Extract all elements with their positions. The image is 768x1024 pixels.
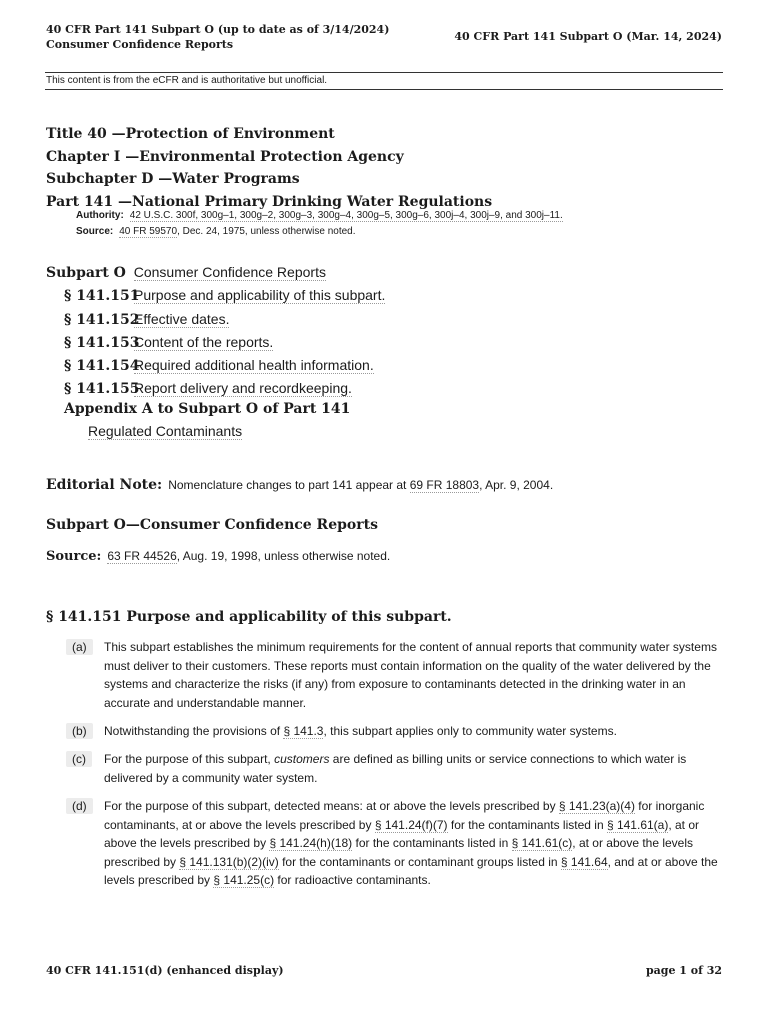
subpart-source-link[interactable]: 63 FR 44526 bbox=[107, 549, 177, 563]
toc-section-num: § 141.151 bbox=[64, 288, 140, 305]
toc-section-link[interactable]: Purpose and applicability of this subpart. bbox=[134, 287, 386, 304]
title-heading: Title 40 —Protection of Environment bbox=[46, 126, 335, 142]
authority-line bbox=[76, 209, 563, 223]
page-header bbox=[46, 22, 722, 62]
paragraph-text bbox=[104, 797, 726, 890]
toc-section-row bbox=[46, 308, 385, 331]
part-source-label: Source: bbox=[76, 226, 114, 237]
toc-section-num: § 141.153 bbox=[64, 334, 140, 351]
toc-section-link[interactable]: Content of the reports. bbox=[134, 333, 274, 350]
paragraph-c bbox=[66, 750, 726, 787]
toc-subpart-title[interactable]: Consumer Confidence Reports bbox=[133, 264, 326, 280]
part-source-text: , Dec. 24, 1975, unless otherwise noted. bbox=[177, 226, 356, 237]
subpart-source-label: Source: bbox=[46, 549, 102, 564]
paragraph-text bbox=[104, 750, 726, 787]
toc-section-row bbox=[46, 354, 385, 377]
text-run: For the purpose of this subpart, detected means: at or above the levels prescribed by bbox=[104, 799, 559, 813]
hierarchy bbox=[46, 123, 492, 213]
text-run: , at or above the levels prescribed by bbox=[104, 817, 700, 850]
citation-link[interactable]: § 141.23(a)(4) bbox=[558, 799, 635, 813]
toc-subpart bbox=[46, 261, 385, 284]
toc-section-num: § 141.152 bbox=[64, 311, 140, 328]
text-run: , this subpart applies only to community water systems. bbox=[323, 724, 617, 738]
paragraph-text bbox=[104, 722, 726, 741]
text-run: for the contaminants listed in bbox=[352, 836, 512, 850]
editorial-note-label: Editorial Note: bbox=[46, 477, 163, 493]
subpart-heading: Subpart O—Consumer Confidence Reports bbox=[46, 517, 378, 533]
toc-appendix-link[interactable]: Regulated Contaminants bbox=[88, 423, 243, 439]
unofficial-notice: This content is from the eCFR and is authoritative but unofficial. bbox=[45, 72, 723, 90]
chapter-heading: Chapter I —Environmental Protection Agency bbox=[46, 148, 404, 165]
subpart-source-text: , Aug. 19, 1998, unless otherwise noted. bbox=[176, 549, 391, 563]
authority-label: Authority: bbox=[76, 210, 124, 221]
table-of-contents bbox=[46, 261, 385, 401]
text-run: For the purpose of this subpart, bbox=[104, 752, 275, 766]
toc-appendix-label: Appendix A to Subpart O of Part 141 bbox=[64, 401, 351, 417]
page-number: page 1 of 32 bbox=[645, 964, 722, 977]
authority-text[interactable]: 42 U.S.C. 300f, 300g–1, 300g–2, 300g–3, 300g–4, 300g–5, 300g–6, 300j–4, 300j–9, and 300j–11. bbox=[129, 210, 563, 221]
text-run: for the contaminants listed in bbox=[447, 817, 607, 832]
footer-citation: 40 CFR 141.151(d) (enhanced display) bbox=[46, 964, 284, 977]
part-source-line bbox=[76, 225, 356, 239]
toc-section-link[interactable]: Effective dates. bbox=[134, 310, 230, 327]
subchapter-heading: Subchapter D —Water Programs bbox=[46, 171, 300, 187]
header-doc-subtitle: Consumer Confidence Reports bbox=[46, 38, 234, 51]
paragraph-b bbox=[66, 722, 726, 741]
citation-link[interactable]: § 141.25(c) bbox=[213, 873, 275, 887]
toc-section-row bbox=[46, 377, 385, 400]
toc-subpart-label: Subpart O bbox=[46, 265, 126, 281]
part-source-link[interactable]: 40 FR 59570 bbox=[119, 226, 178, 237]
text-run: for radioactive contaminants. bbox=[274, 873, 431, 887]
editorial-note-text-after: , Apr. 9, 2004. bbox=[479, 478, 554, 492]
paragraph-label[interactable]: (b) bbox=[66, 723, 93, 739]
text-run: Notwithstanding the provisions of bbox=[104, 724, 284, 738]
page-footer bbox=[46, 964, 722, 977]
editorial-note bbox=[46, 477, 553, 493]
citation-link[interactable]: § 141.24(h)(18) bbox=[269, 836, 353, 850]
citation-link[interactable]: § 141.61(c) bbox=[511, 836, 573, 850]
toc-section-row bbox=[46, 331, 385, 354]
paragraph-d bbox=[66, 797, 726, 890]
section-heading: § 141.151 Purpose and applicability of this subpart. bbox=[46, 609, 452, 625]
citation-link[interactable]: § 141.24(f)(7) bbox=[374, 817, 448, 832]
text-run: are defined as billing units or service connections to which water is delivered by a community water system. bbox=[104, 752, 687, 785]
paragraph-label[interactable]: (d) bbox=[66, 798, 93, 814]
text-run: for the contaminants or contaminant groups listed in bbox=[278, 854, 561, 869]
subpart-source bbox=[46, 549, 390, 564]
citation-link[interactable]: § 141.3 bbox=[283, 724, 324, 738]
toc-section-link[interactable]: Report delivery and recordkeeping. bbox=[134, 380, 352, 397]
citation-link[interactable]: § 141.131(b)(2)(iv) bbox=[179, 854, 279, 869]
text-run: , and at or above the levels prescribed by bbox=[104, 854, 718, 887]
paragraph-label[interactable]: (c) bbox=[66, 751, 92, 767]
paragraph-text: This subpart establishes the minimum requirements for the content of annual reports that community water systems must deliver to their customers. These reports must contain information on the quality of the water delivered by the systems and characterize the risks (if any) from exposure to contaminants detected in the drinking water in an accurate and understandable manner. bbox=[104, 640, 717, 710]
editorial-note-text: Nomenclature changes to part 141 appear at bbox=[168, 478, 410, 492]
toc-section-row bbox=[46, 284, 385, 307]
part-heading: Part 141 —National Primary Drinking Water Regulations bbox=[46, 193, 493, 210]
toc-section-num: § 141.155 bbox=[64, 381, 140, 398]
header-left bbox=[46, 22, 389, 52]
citation-link[interactable]: § 141.64 bbox=[560, 854, 608, 869]
citation-link[interactable]: § 141.61(a) bbox=[606, 817, 669, 832]
paragraph-label[interactable]: (a) bbox=[66, 639, 93, 655]
toc-section-link[interactable]: Required additional health information. bbox=[134, 357, 374, 374]
editorial-note-link[interactable]: 69 FR 18803 bbox=[409, 478, 480, 492]
text-run: for inorganic contaminants, at or above the levels prescribed by bbox=[104, 799, 705, 832]
header-right: 40 CFR Part 141 Subpart O (Mar. 14, 2024) bbox=[454, 30, 722, 43]
defined-term: customers bbox=[274, 752, 330, 766]
text-run: , at or above the levels prescribed by bbox=[104, 836, 694, 869]
toc-section-num: § 141.154 bbox=[64, 358, 140, 375]
paragraph-a bbox=[66, 638, 726, 712]
header-doc-title: 40 CFR Part 141 Subpart O (up to date as of 3/14/2024) bbox=[46, 23, 390, 36]
